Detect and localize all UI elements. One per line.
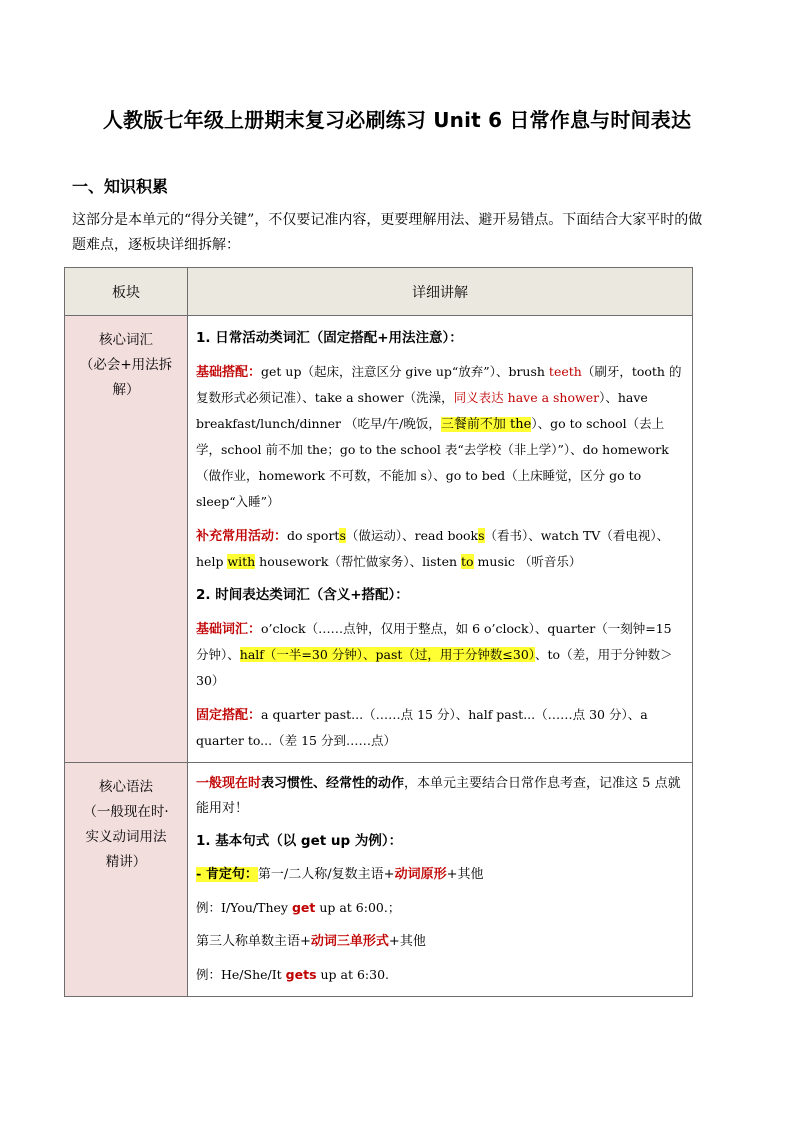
table-row	[65, 763, 693, 997]
header-cell-section: 板块	[65, 268, 188, 316]
subheading: 2. 时间表达类词汇（含义+搭配）：	[196, 587, 409, 603]
paragraph-fixed-phrases	[196, 702, 684, 754]
text: 第一/二人称/复数主语+	[257, 867, 395, 882]
text: 例：He/She/It	[196, 967, 286, 982]
red-text: 一般现在时	[196, 776, 262, 791]
red-text: 动词三单形式	[310, 934, 389, 949]
label-line: （一般现在时·	[83, 804, 169, 820]
text: do sport	[287, 528, 340, 543]
text: ，本单元主要结合日常作息考查，记准这 5 点就能用对！	[196, 776, 681, 816]
highlight: - 肯定句：	[196, 867, 258, 882]
subheading: 1. 基本句式（以 get up 为例）：	[196, 833, 403, 849]
keyword: 固定搭配：	[196, 708, 262, 723]
text: o’clock（……点钟，仅用于整点，如 6 o’clock）、quarter（一刻钟=15 分钟）、	[196, 621, 672, 662]
text: （看书）、watch TV（看电视）、help	[196, 528, 670, 569]
label-line: 核心词汇	[99, 332, 153, 348]
label-line: 实义动词用法	[85, 829, 167, 845]
subheading: 1. 日常活动类词汇（固定搭配+用法注意）：	[196, 330, 463, 346]
highlight: 三餐前不加 the	[440, 417, 532, 432]
paragraph-affirmative	[196, 862, 684, 887]
label-line: （必会+用法拆	[79, 357, 173, 373]
text: up at 6:00.；	[315, 900, 401, 915]
highlight: half（一半=30 分钟）、past（过，用于分钟数≤30）	[239, 647, 536, 662]
knowledge-table	[64, 267, 693, 997]
paragraph-example-2	[196, 962, 684, 988]
row-label-vocab	[65, 316, 188, 763]
text: +其他	[446, 867, 484, 882]
red-text: 动词原形	[394, 867, 447, 882]
keyword: 补充常用活动：	[196, 529, 288, 544]
table-row	[65, 316, 693, 763]
text: get up（起床，注意区分 give up“放弃”）、brush	[261, 364, 549, 379]
red-text: get	[291, 900, 316, 915]
text: 、to（差，用于分钟数＞30）	[196, 647, 673, 688]
text: a quarter past...（……点 15 分）、half past...（……点 30 分）、a quarter to...（差 15 分到……点）	[196, 707, 648, 748]
text: up at 6:30.	[316, 967, 390, 982]
bold-text: 表习惯性、经常性的动作	[261, 776, 405, 791]
label-line: 核心语法	[99, 779, 153, 795]
paragraph-third-person	[196, 929, 684, 954]
intro-paragraph: 这部分是本单元的“得分关键”，不仅要记准内容，更要理解用法、避开易错点。下面结合大家平时的做题难点，逐板块详细拆解：	[72, 212, 703, 253]
text: 例：I/You/They	[196, 900, 292, 915]
table-header-row	[65, 268, 693, 316]
text: 第三人称单数主语+	[196, 934, 311, 949]
text: housework（帮忙做家务）、listen	[255, 554, 461, 569]
paragraph-grammar-intro	[196, 771, 684, 821]
row-content-vocab	[188, 316, 693, 763]
section-heading: 一、知识积累	[72, 177, 169, 196]
header-cell-detail: 详细讲解	[188, 268, 693, 316]
paragraph-example-1	[196, 895, 684, 921]
red-text: 同义表达 have a shower	[453, 390, 600, 405]
red-text: gets	[285, 967, 317, 982]
text: music （听音乐）	[473, 554, 582, 569]
paragraph-basic-collocations	[196, 359, 684, 515]
highlight: to	[461, 554, 474, 569]
document-title: 人教版七年级上册期末复习必刷练习 Unit 6 日常作息与时间表达	[102, 108, 692, 132]
text: ）、go to school（去上学，school 前不加 the；go to the school 表“去学校（非上学）”）、do homework （做作业，homework 不可数，不能加 s）、go to bed（上床睡觉，区分 go to sleep“入睡”）	[196, 416, 669, 509]
highlight: s	[339, 528, 346, 543]
red-text: teeth	[548, 364, 582, 379]
paragraph-extra-activities	[196, 523, 684, 575]
label-line: 精讲）	[105, 854, 147, 870]
text: （刷牙，tooth 的复数形式必须记准）、take a shower（洗澡，	[196, 364, 682, 405]
row-content-grammar	[188, 763, 693, 997]
highlight: with	[227, 554, 256, 569]
keyword: 基础词汇：	[196, 622, 262, 637]
label-line: 解）	[112, 382, 140, 398]
text: （做运动）、read book	[345, 528, 479, 543]
highlight: s	[478, 528, 485, 543]
text: ）、have breakfast/lunch/dinner （吃早/午/晚饭，	[196, 390, 648, 431]
row-label-grammar	[65, 763, 188, 997]
paragraph-time-words	[196, 616, 684, 694]
text: +其他	[388, 934, 426, 949]
keyword: 基础搭配：	[196, 365, 262, 380]
